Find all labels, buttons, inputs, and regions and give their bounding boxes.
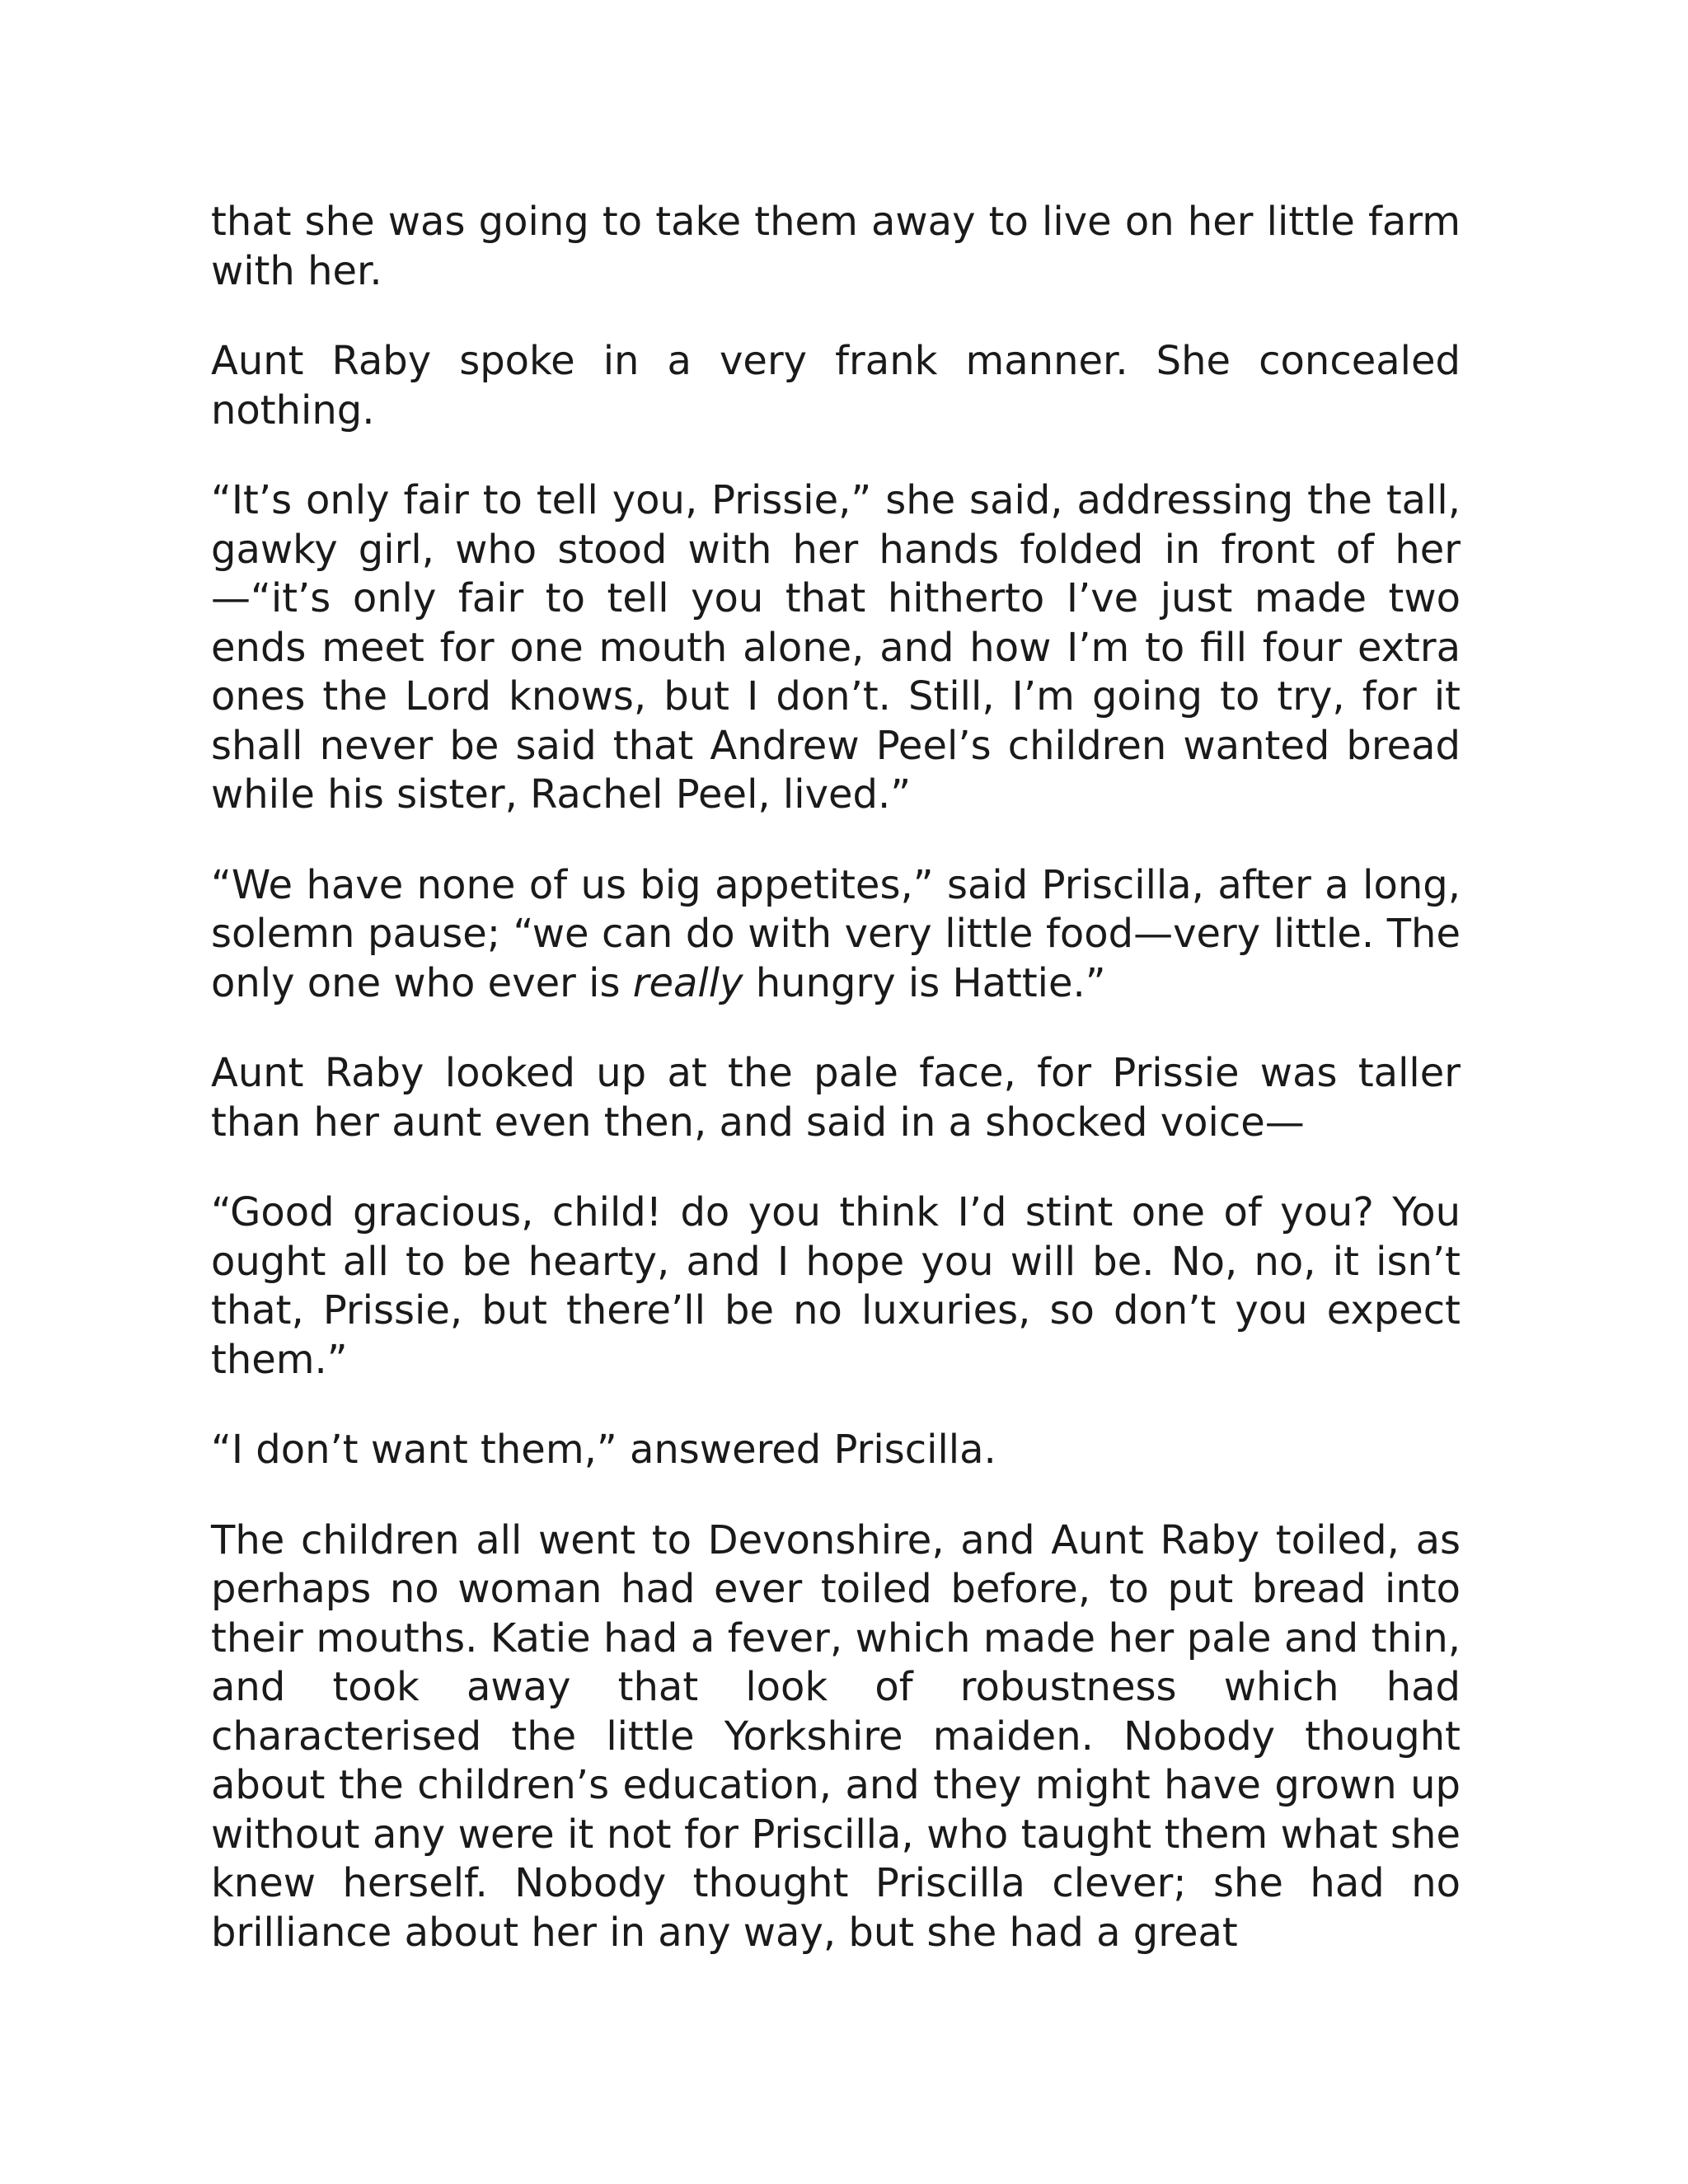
paragraph-dont-want-them: “I don’t want them,” answered Priscilla. [211,1427,996,1473]
appetites-emphasis: really [632,959,743,1006]
book-page [211,198,1461,1957]
paragraph-good-gracious: “Good gracious, child! do you think I’d stint one of you? You ought all to be hearty, and I hope you will be. No, no, it isn’t that, Prissie, but there’ll be no luxuries, so don’t you expect them.” [211,1189,1461,1383]
paragraph-farm: that she was going to take them away to live on her little farm with her. [211,199,1461,294]
paragraph-devonshire: The children all went to Devonshire, and Aunt Raby toiled, as perhaps no woman had ever toiled before, to put bread into their mouths. Katie had a fever, which made her pale and thin, and took away that look of robustness which had characterised the little Yorkshire maiden. Nobody thought about the children’s education, and they might have grown up without any were it not for Priscilla, who taught them what she knew herself. Nobody thought Priscilla clever; she had no brilliance about her in any way, but she had a great [211,1516,1461,1956]
appetites-text-after: hungry is Hattie.” [743,959,1106,1006]
paragraph-frank-manner: Aunt Raby spoke in a very frank manner. She concealed nothing. [211,338,1461,434]
appetites-text-before: “We have none of us big appetites,” said Priscilla, after a long, solemn pause; “we can do with very little food—very little. The only one who ever is [211,861,1461,1006]
paragraph-shocked-voice: Aunt Raby looked up at the pale face, for Prissie was taller than her aunt even then, and said in a shocked voice— [211,1050,1461,1146]
paragraph-aunt-raby-speech: “It’s only fair to tell you, Prissie,” she said, addressing the tall, gawky girl, who stood with her hands folded in front of her—“it’s only fair to tell you that hitherto I’ve just made two ends meet for one mouth alone, and how I’m to fill four extra ones the Lord knows, but I don’t. Still, I’m going to try, for it shall never be said that Andrew Peel’s children wanted bread while his sister, Rachel Peel, lived.” [211,477,1461,818]
paragraph-priscilla-appetites [211,861,1461,1009]
